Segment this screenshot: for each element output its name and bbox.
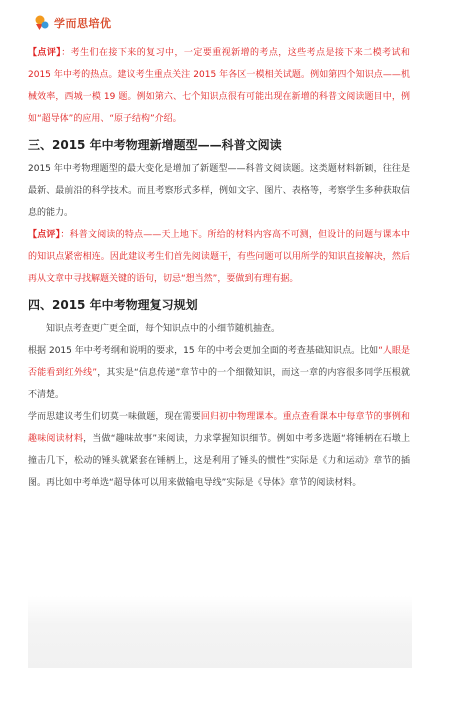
section-4-paragraph-2 (28, 340, 410, 406)
section-heading-4: 四、2015 年中考物理复习规划 (28, 298, 198, 312)
article-body (28, 42, 410, 494)
brand-logo (34, 14, 112, 32)
brand-logo-icon (34, 15, 50, 31)
paragraph-text: ，其实是“信息传递”章节中的一个细微知识，而这一章的内容很多同学压根就不清楚。 (28, 368, 410, 400)
page-footer-shade (28, 596, 412, 668)
comment-text: ：科普文阅读的特点——天上地下。所给的材料内容高不可测，但设计的问题与课本中的知识点紧密相连。因此建议考生们首先阅读题干，有些问题可以用所学的知识直接解决，然后再从文章中寻找解题关键的语句，切忌“想当然”，要做到有理有据。 (28, 230, 410, 284)
comment-paragraph-2 (28, 224, 410, 290)
comment-label: 【点评】 (28, 230, 61, 240)
comment-text: ：考生们在接下来的复习中，一定要重视新增的考点，这些考点是接下来二模考试和 2015 年中考的热点。建议考生重点关注 2015 年各区一模相关试题。例如第四个知识点——机械效率，西城一模 19 题。例如第六、七个知识点很有可能出现在新增的科普文阅读题目中，例如“超导体”的应用、“原子结构”介绍。 (28, 48, 410, 124)
section-heading-3: 三、2015 年中考物理新增题型——科普文阅读 (28, 138, 282, 152)
comment-paragraph-1 (28, 42, 410, 130)
section-4-paragraph-3 (28, 406, 410, 494)
brand-name: 学而思培优 (54, 17, 112, 30)
paragraph-text: 根据 2015 年中考考纲和说明的要求，15 年的中考会更加全面的考查基础知识点。比如 (28, 346, 379, 356)
paragraph-text: ，当做“趣味故事”来阅读，力求掌握知识细节。例如中考多选题“将锤柄在石墩上撞击几下，松动的锤头就紧套在锤柄上，这是利用了锤头的惯性”实际是《力和运动》章节的插图。再比如中考单选“超导体可以用来做输电导线”实际是《导体》章节的阅读材料。 (28, 434, 410, 488)
section-4-paragraph-1: 知识点考查更广更全面，每个知识点中的小细节随机抽查。 (46, 324, 281, 334)
highlight-text: “人眼是否能看到红外线” (28, 346, 410, 378)
comment-label: 【点评】 (28, 48, 62, 58)
highlight-text: 回归初中物理课本。重点查看课本中每章节的事例和趣味阅读材料 (28, 412, 410, 444)
section-3-paragraph: 2015 年中考物理题型的最大变化是增加了新题型——科普文阅读题。这类题材料新颖，往往是最新、最前沿的科学技术。而且考察形式多样，例如文字、图片、表格等，考察学生多种获取信息的能力。 (28, 164, 410, 218)
paragraph-text: 学而思建议考生们切莫一味做题，现在需要 (28, 412, 201, 422)
